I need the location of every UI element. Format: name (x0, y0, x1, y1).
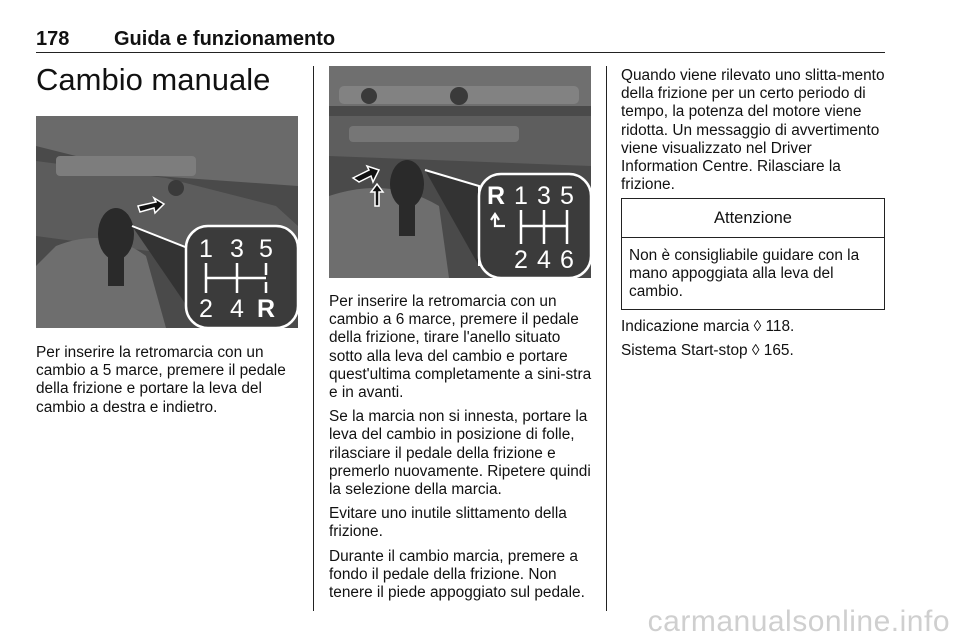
gear-label-bottom-1: 2 (514, 246, 528, 274)
column-divider-1 (313, 66, 314, 611)
reference-start-stop[interactable] (621, 342, 883, 360)
gear-label-reverse: R (256, 295, 276, 323)
page-header (36, 28, 885, 53)
reference-text: Sistema Start-stop (621, 342, 748, 360)
paragraph: Evitare uno inutile slittamento della frizione. (329, 505, 567, 541)
column-divider-2 (606, 66, 607, 611)
column-1-text (36, 344, 301, 423)
gear-label-bottom-2: 4 (537, 246, 551, 274)
warning-body: Non è consigliabile guidare con la mano appoggiata alla leva del cambio. (629, 247, 860, 301)
column-2-text (329, 293, 593, 608)
page-ref-icon: ◊ (753, 318, 762, 335)
gear-label-top-2: 3 (230, 235, 244, 263)
gear-label-top-3: 5 (259, 235, 273, 263)
running-title: Guida e funzionamento (114, 28, 336, 50)
warning-title: Attenzione (622, 199, 884, 238)
gear-label-top-1: 1 (514, 182, 528, 210)
figure-5-speed-shifter (36, 116, 298, 328)
paragraph: Quando viene rilevato uno slitta-mento della frizione per un certo periodo di tempo, la potenza del motore viene ridotta. Un messaggio di avvertimento viene visualizzato nel Driver Information Centre. Rilasciare la frizione. (621, 67, 885, 194)
column-3-text (621, 67, 889, 200)
gear-label-reverse: R (486, 182, 506, 210)
gear-label-top-2: 3 (537, 182, 551, 210)
paragraph: Se la marcia non si innesta, portare la leva del cambio in posizione di folle, rilasciare il pedale della frizione e premerlo nuovamente. Ripetere quindi la selezione della marcia. (329, 408, 591, 499)
reference-text: Indicazione marcia (621, 318, 750, 335)
reference-gear-indication[interactable] (621, 318, 883, 336)
gear-label-bottom-2: 4 (230, 295, 244, 323)
paragraph: Per inserire la retromarcia con un cambio a 6 marce, premere il pedale della frizione, tirare l'anello situato sotto alla leva del cambio e portare quest'ultima completamente a sini-stra e in avanti. (329, 293, 592, 402)
reference-page: 165. (763, 342, 794, 360)
gear-label-bottom-1: 2 (199, 295, 213, 323)
page-number: 178 (36, 28, 70, 50)
warning-box (621, 198, 885, 310)
watermark: carmanualsonline.info (647, 605, 950, 638)
paragraph: Durante il cambio marcia, premere a fondo il pedale della frizione. Non tenere il piede appoggiato sul pedale. (329, 547, 585, 602)
figure-6-speed-shifter (329, 66, 591, 278)
section-title: Cambio manuale (36, 62, 271, 97)
gear-label-top-3: 5 (560, 182, 574, 210)
cross-references (621, 318, 883, 366)
reference-page: 118. (765, 318, 795, 335)
gear-label-top-1: 1 (199, 235, 213, 263)
page-ref-icon: ◊ (751, 342, 760, 360)
gear-label-bottom-3: 6 (560, 246, 574, 274)
paragraph: Per inserire la retromarcia con un cambio a 5 marce, premere il pedale della frizione e portare la leva del cambio a destra e indietro. (36, 344, 286, 416)
